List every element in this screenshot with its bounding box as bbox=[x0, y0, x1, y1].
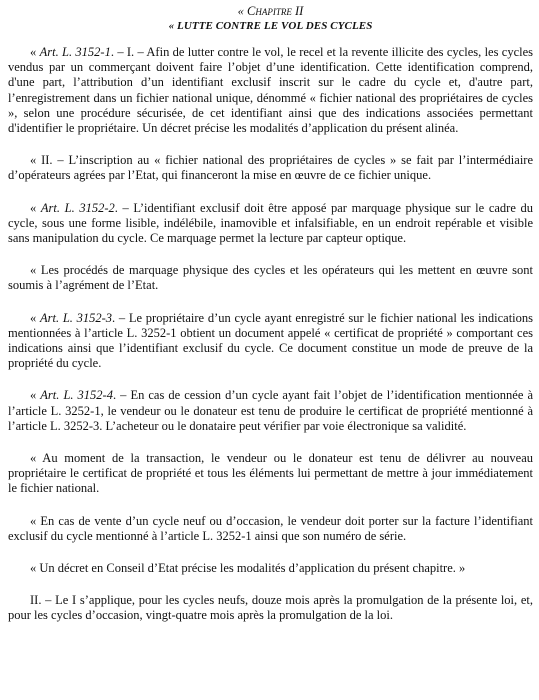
paragraph-application-dates bbox=[8, 593, 533, 623]
paragraph-text: « Les procédés de marquage physique des cycles et les opérateurs qui les mettent en œuvre sont soumis à l’agrément de l’Etat. bbox=[8, 263, 533, 293]
chapter-heading bbox=[8, 4, 533, 19]
chapter-label: Chapitre II bbox=[247, 4, 304, 18]
paragraph-art-3152-1: « Art. L. 3152-1. – I. – Afin de lutter contre le vol, le recel et la revente illicite des cycles, les cycles vendus par un commerçant doivent faire l’objet d’une identification. Cette identification comprend, d'une part, l’attribution d’un identifiant exclusif inscrit sur le cadre du cycle et, d'autre part, l’enregistrement dans un fichier national unique, dénommé « fichier national des propriétaires de cycles », selon une procédure sécurisée, de cet identifiant ainsi que des indications associées permettant d'identifier le propriétaire. Un décret précise les modalités d’application du présent alinéa. bbox=[8, 45, 534, 136]
paragraph-text: . – I. – Afin de lutter contre le vol, le recel et la revente illicite des cycles, les cycles vendus par un commerçant doivent faire l’objet d’une identification. Cette identification comprend, d'une part, l’attribution d’un identifiant exclusif inscrit sur le cadre du cycle et, d'autre part, l’enregistrement dans un fichier national unique, dénommé « fichier national des propriétaires de cycles », selon une procédure sécurisée, de cet identifiant ainsi que des indications associées permettant d'identifier le propriétaire. Un décret précise les modalités d’application du présent alinéa. bbox=[8, 45, 534, 136]
article-reference: Art. L. 3152-1 bbox=[39, 45, 111, 59]
paragraph-art-3152-4: « Art. L. 3152-4. – En cas de cession d’un cycle ayant fait l’objet de l’identification mentionnée à l’article L. 3252-1, le vendeur ou le donateur est tenu de produire le certificat de propriété mentionné à l’article L. 3252-3. L’acheteur ou le donataire peut vérifier par voie électronique sa validité. bbox=[8, 388, 533, 433]
paragraph-transaction bbox=[8, 451, 533, 497]
paragraph-text: « Au moment de la transaction, le vendeur ou le donateur est tenu de délivrer au nouveau propriétaire le certificat de propriété et tous les éléments lui permettant de mettre à jour immédiatement le fichier national. bbox=[8, 451, 533, 496]
paragraph-text: « II. – L’inscription au « fichier national des propriétaires de cycles » se fait par l’intermédiaire d’opérateurs agrées par l’Etat, qui financeront la mise en œuvre de ce fichier unique. bbox=[8, 153, 533, 183]
paragraph-text: . – L’identifiant exclusif doit être apposé par marquage physique sur le cadre du cycle, sous une forme lisible, indélébile, inamovible et infalsifiable, en un endroit repérable et visible sans manipulation du cycle. Ce marquage permet la lecture par capteur optique. bbox=[8, 200, 534, 246]
paragraph-text: « Un décret en Conseil d’Etat précise les modalités d’application du présent chapitre. » bbox=[30, 561, 466, 576]
paragraph-art-3152-2: « Art. L. 3152-2. – L’identifiant exclusif doit être apposé par marquage physique sur le cadre du cycle, sous une forme lisible, indélébile, inamovible et infalsifiable, en un endroit repérable et visible sans manipulation du cycle. Ce marquage permet la lecture par capteur optique. bbox=[8, 200, 534, 246]
article-reference: Art. L. 3152-3 bbox=[39, 310, 113, 325]
article-reference: Art. L. 3152-2 bbox=[40, 200, 115, 215]
chapter-title: « LUTTE CONTRE LE VOL DES CYCLES bbox=[168, 20, 373, 32]
chapter-open-quote: « bbox=[237, 4, 248, 18]
paragraph-text: . – En cas de cession d’un cycle ayant fait l’objet de l’identification mentionnée à l’article L. 3252-1, le vendeur ou le donateur est tenu de produire le certificat de propriété mentionné à l’article L. 3252-3. L’acheteur ou le donataire peut vérifier par voie électronique sa validité. bbox=[8, 388, 533, 433]
paragraph-art-3152-3: « Art. L. 3152-3. – Le propriétaire d’un cycle ayant enregistré sur le fichier national les indications mentionnées à l’article L. 3252-1 obtient un document appelé « certificat de propriété » comportant ces indications ainsi que l’identifiant exclusif du cycle. Ce document constitue un mode de preuve de la propriété du cycle. bbox=[8, 310, 533, 371]
paragraph-sale-invoice bbox=[8, 514, 533, 544]
paragraph-text: II. – Le I s’applique, pour les cycles neufs, douze mois après la promulgation de la présente loi, et, pour les cycles d’occasion, vingt-quatre mois après la promulgation de la loi. bbox=[8, 593, 533, 623]
paragraph-section-ii bbox=[8, 153, 533, 183]
paragraph-decree bbox=[8, 561, 533, 576]
paragraph-text: . – Le propriétaire d’un cycle ayant enregistré sur le fichier national les indications mentionnées à l’article L. 3252-1 obtient un document appelé « certificat de propriété » comportant ces indications ainsi que l’identifiant exclusif du cycle. Ce document constitue un mode de preuve de la propriété du cycle. bbox=[8, 310, 533, 371]
article-reference: Art. L. 3152-4 bbox=[40, 388, 113, 403]
paragraph-text: « En cas de vente d’un cycle neuf ou d’occasion, le vendeur doit porter sur la facture l’identifiant exclusif du cycle mentionné à l’article L. 3252-1 ainsi que son numéro de série. bbox=[8, 513, 533, 543]
paragraph-marking-approval bbox=[8, 263, 533, 293]
